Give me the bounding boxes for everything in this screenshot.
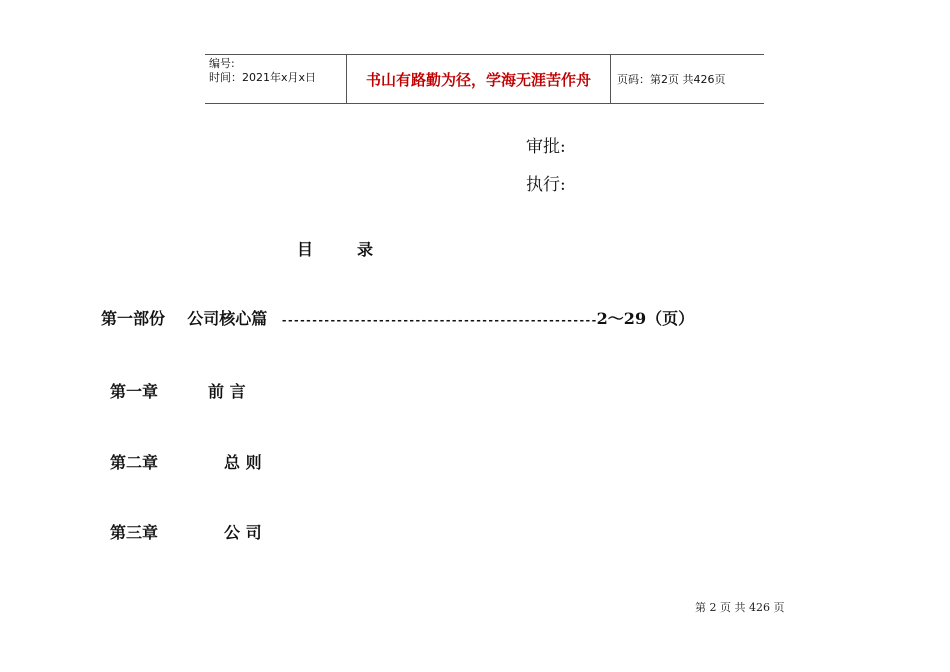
execute-label: 执行:: [526, 175, 566, 195]
part-label: 第一部份: [101, 309, 166, 328]
header-meta-cell: [205, 55, 347, 103]
toc-part-entry[interactable]: [101, 306, 694, 329]
part-name: 公司核心篇: [187, 309, 268, 328]
page-header: [205, 54, 764, 104]
chapter-number: 第三章: [110, 523, 159, 542]
chapter-title: 公 司: [224, 523, 262, 542]
page-footer: 第 2 页 共 426 页: [695, 601, 785, 614]
toc-chapter-entry[interactable]: [110, 450, 262, 473]
chapter-title: 总 则: [224, 453, 262, 472]
document-number-label: 编号:: [209, 57, 235, 70]
document-time: 时间：2021年x月x日: [209, 71, 317, 84]
chapter-number: 第二章: [110, 453, 159, 472]
review-label: 审批:: [526, 137, 566, 157]
execute-field: [526, 170, 566, 195]
toc-chapter-entry[interactable]: [110, 379, 246, 402]
chapter-number: 第一章: [110, 382, 159, 401]
header-motto: 书山有路勤为径，学海无涯苦作舟: [347, 55, 611, 103]
header-page-info: 页码：第2页 共426页: [617, 73, 726, 86]
toc-title: [297, 237, 417, 260]
review-field: [526, 132, 566, 157]
dot-leader: ----------------------------------------------------: [280, 314, 597, 327]
toc-title-char: 录: [357, 240, 374, 259]
toc-chapter-entry[interactable]: [110, 520, 262, 543]
toc-title-char: 目: [297, 240, 314, 259]
chapter-title: 前 言: [208, 382, 246, 401]
part-page-range: 2～29（页）: [596, 309, 695, 328]
